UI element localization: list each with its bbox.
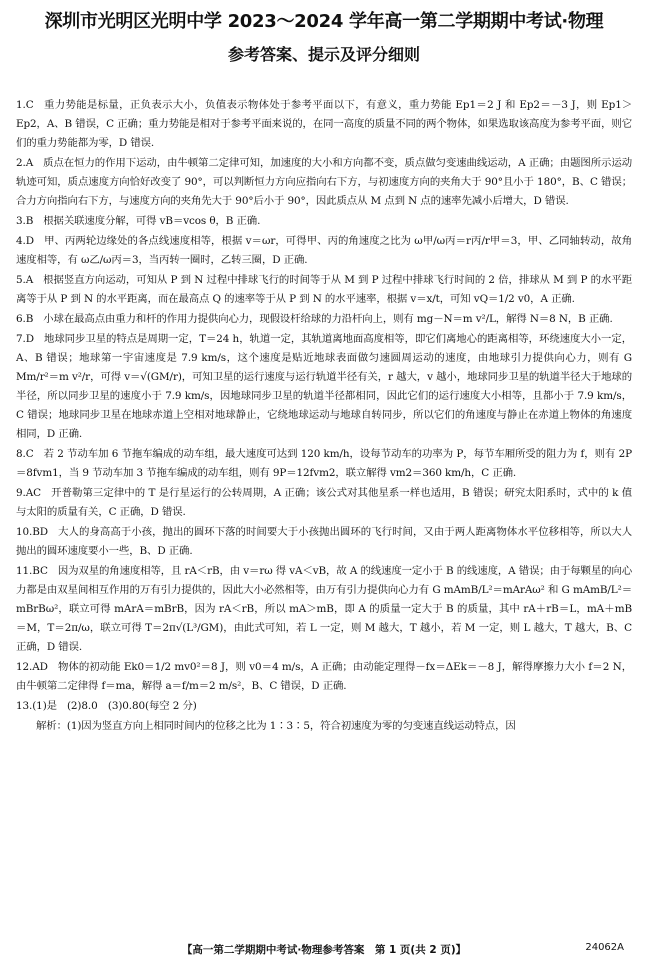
answer-text: 若 2 节动车加 6 节拖车编成的动车组，最大速度可达到 120 km/h，设每节动车的功率为 P，每节车厢所受的阻力为 f，则有 2P＝8fvm1，当 9 节动车加 3 节拖车编成的动车组，则有 9P＝12fvm2，联立解得 vm2＝360 km/h，C 正确. [16,448,632,479]
answer-number: 10.BD [16,526,48,538]
answer-text: 解析：(1)因为竖直方向上相同时间内的位移之比为 1∶3∶5，符合初速度为零的匀变速直线运动特点，因 [36,720,516,732]
footer-label: 【高一第二学期期中考试·物理参考答案 第 1 页(共 2 页)】 [181,944,467,956]
page-subtitle: 参考答案、提示及评分细则 [227,45,420,64]
answer-number: 8.C [16,448,34,460]
answer-number: 2.A [16,157,34,169]
answer-text: 小球在最高点由重力和杆的作用力提供向心力，现假设杆给球的力沿杆向上，则有 mg－N＝m v²/L，解得 N＝8 N，B 正确. [43,313,613,325]
answer-item-6 [16,310,632,329]
answer-item-1 [16,96,632,153]
answer-text: 开普勒第三定律中的 T 是行星运行的公转周期，A 正确；该公式对其他星系一样也适用，B 错误；研究太阳系时，式中的 k 值与太阳的质量有关，C 正确，D 错误. [16,487,632,518]
answer-text: 因为双星的角速度相等，且 rA＜rB，由 v＝rω 得 vA＜vB，故 A 的线速度一定小于 B 的线速度，A 错误；由于每颗星的向心力都是由双星间相互作用的万有引力提供的，因此大小必然相等，由万有引力提供向心力有 G mAmB/L²＝mArAω² 和 G mAmB/L²＝mBrBω²，联立可得 mArA＝mBrB，因为 rA＜rB，所以 mA＞mB，即 A 的质量一定大于 B 的质量，其中 rA＋rB＝L，mA＋mB＝M，T＝2π/ω，联立可得 T＝2π√(L³/GM)，由此式可知，若 L 一定，则 M 越大，T 越小，若 M 一定，则 L 越大，T 越大，B、C 正确，D 错误. [16,565,632,653]
answer-text: 根据竖直方向运动，可知从 P 到 N 过程中排球飞行的时间等于从 M 到 P 过程中排球飞行时间的 2 倍，排球从 M 到 P 的水平距离等于从 P 到 N 的水平距离，而在最高点 Q 的速率等于从 P 到 N 的水平速率，根据 v＝x/t，可知 vQ＝1/2 v0，A 正确. [16,274,632,305]
answer-number: 5.A [16,274,34,286]
answer-number: 9.AC [16,487,41,499]
answer-number: 3.B [16,215,34,227]
answer-item-11 [16,562,632,657]
answer-number: 13.(1)是 [16,700,57,712]
answer-item-8 [16,445,632,483]
document-code: 24062A [585,942,624,953]
answer-item-2 [16,154,632,211]
answer-text: 重力势能是标量，正负表示大小，负值表示物体处于参考平面以下，有意义，重力势能 Ep1＝2 J 和 Ep2＝－3 J，则 Ep1＞Ep2，A、B 错误，C 正确；重力势能是相对于参考平面来说的，在同一高度的质量不同的两个物体，如果选取该高度为参考平面，则它们的重力势能都为零，D 错误. [16,99,632,149]
answer-item-10 [16,523,632,561]
answer-text: 根据关联速度分解，可得 vB＝vcos θ，B 正确. [43,215,261,227]
answer-item-13 [16,697,632,716]
answer-item-4 [16,232,632,270]
answer-number: 7.D [16,333,34,345]
answer-list [16,96,632,736]
answer-number: 11.BC [16,565,48,577]
answer-text: 质点在恒力的作用下运动，由牛顿第二定律可知，加速度的大小和方向都不变，质点做匀变速曲线运动，A 正确；由题图所示运动轨迹可知，质点速度方向恰好改变了 90°，可以判断恒力方向应指向右下方，与初速度方向的夹角大于 90°且小于 180°，B、C 错误；合力方向指向右下方，与速度方向的夹角先大于 90°后小于 90°，因此质点从 M 点到 N 点的速率先减小后增大，D 错误. [16,157,632,207]
answer-item-3 [16,212,632,231]
answer-item-9 [16,484,632,522]
answer-text: (2)8.0 (3)0.80(每空 2 分) [66,700,197,712]
answer-item-7 [16,330,632,444]
answer-item-13-analysis [16,717,632,736]
page-title: 深圳市光明区光明中学 2023～2024 学年高一第二学期期中考试·物理 [44,11,604,32]
answer-text: 物体的初动能 Ek0＝1/2 mv0²＝8 J，则 v0＝4 m/s，A 正确；由动能定理得－fx＝ΔEk＝－8 J，解得摩擦力大小 f＝2 N，由牛顿第二定律得 f＝ma，解得 a＝f/m＝2 m/s²，B、C 错误，D 正确. [16,661,632,692]
answer-number: 1.C [16,99,34,111]
answer-item-5 [16,271,632,309]
answer-number: 6.B [16,313,34,325]
answer-item-12 [16,658,632,696]
answer-text: 地球同步卫星的特点是周期一定，T＝24 h，轨道一定，其轨道离地面高度相等，即它们离地心的距离相等，环绕速度大小一定，A、B 错误；地球第一宇宙速度是 7.9 km/s，这个速度是贴近地球表面做匀速圆周运动的速度，由地球引力提供向心力，则有 G Mm/r²＝m v²/r，可得 v＝√(GM/r)，可知卫星的运行速度与运行轨道半径有关，r 越大，v 越小，地球同步卫星的轨道半径大于地球的半径，所以同步卫星的速度小于 7.9 km/s，因地球同步卫星的轨道半径都相同，因此它们的运行速度大小相等，且都小于 7.9 km/s，C 错误；地球同步卫星在地球赤道上空相对地球静止，它绕地球运动与地球自转同步，所以它们的角速度与静止在赤道上物体的角速度相同，D 正确. [16,333,632,440]
answer-number: 12.AD [16,661,48,673]
answer-text: 大人的身高高于小孩，抛出的圆环下落的时间要大于小孩抛出圆环的飞行时间，又由于两人距离物体水平位移相等，所以大人抛出的圆环速度要小一些，B、D 正确. [16,526,632,557]
answer-text: 甲、丙两轮边缘处的各点线速度相等，根据 v＝ωr，可得甲、丙的角速度之比为 ω甲/ω丙＝r丙/r甲＝3，甲、乙同轴转动，故角速度相等，有 ω乙/ω丙＝3，当丙转一圈时，乙转三圈，D 正确. [16,235,632,266]
answer-number: 4.D [16,235,34,247]
